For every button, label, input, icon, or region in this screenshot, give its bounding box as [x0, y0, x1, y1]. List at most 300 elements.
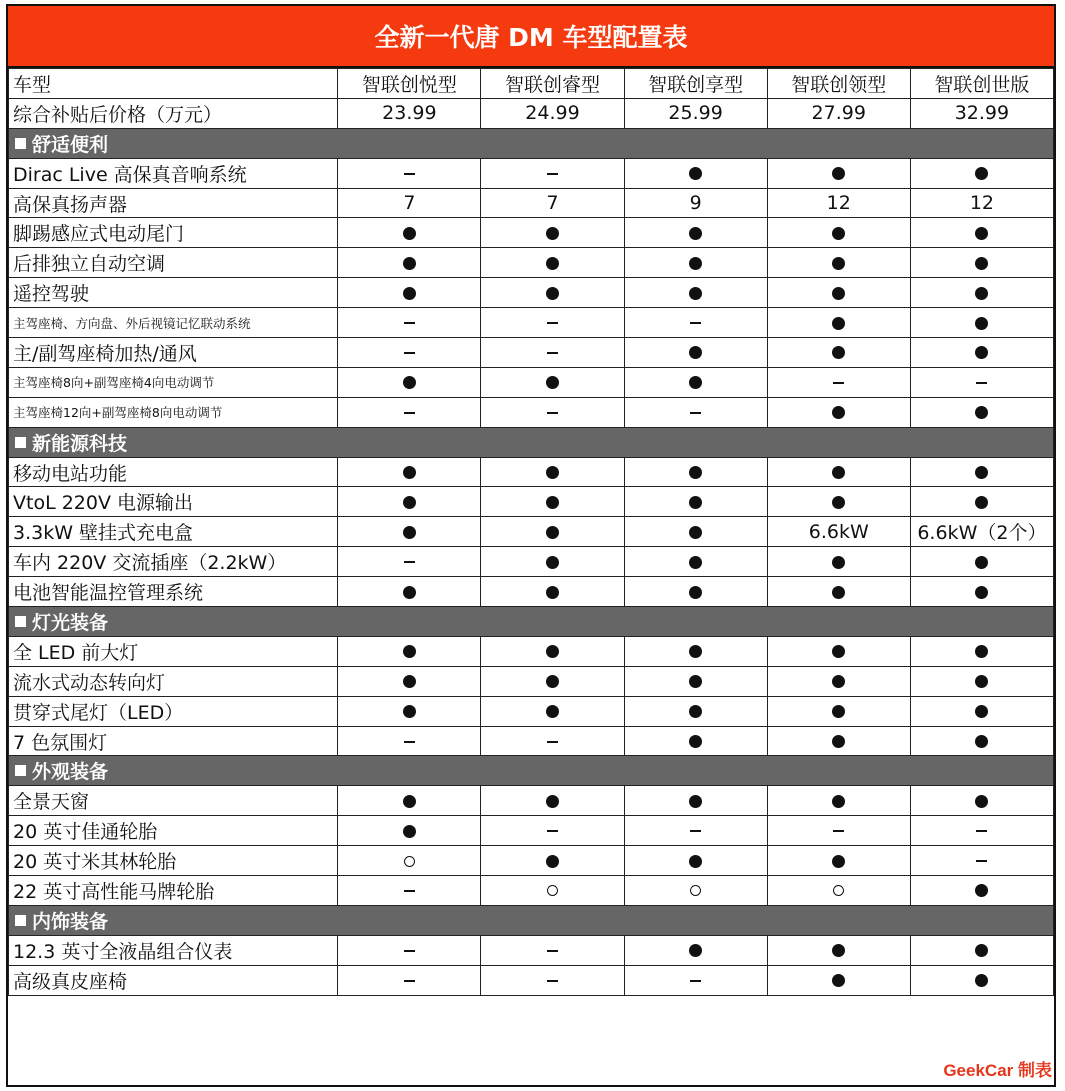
- feature-cell: [767, 726, 910, 756]
- feature-row: [9, 547, 1054, 577]
- feature-cell: [910, 547, 1053, 577]
- section-header: [9, 607, 1054, 637]
- filled-circle-icon: [832, 406, 845, 419]
- dash-icon: [976, 382, 987, 384]
- feature-cell: [481, 577, 624, 607]
- filled-circle-icon: [975, 496, 988, 509]
- filled-circle-icon: [403, 496, 416, 509]
- feature-value: 7: [481, 188, 624, 218]
- section-header-row: [9, 905, 1054, 935]
- feature-cell: [767, 816, 910, 846]
- feature-cell: [767, 876, 910, 906]
- filled-circle-icon: [546, 795, 559, 808]
- credit-text: GeekCar 制表: [943, 1061, 1052, 1080]
- filled-circle-icon: [546, 586, 559, 599]
- square-bullet-icon: [15, 437, 26, 448]
- filled-circle-icon: [403, 287, 416, 300]
- filled-circle-icon: [832, 287, 845, 300]
- feature-label: 高保真扬声器: [9, 188, 338, 218]
- feature-cell: [481, 248, 624, 278]
- feature-row: [9, 577, 1054, 607]
- feature-row: [9, 816, 1054, 846]
- filled-circle-icon: [689, 257, 702, 270]
- feature-label: 主驾座椅8向+副驾座椅4向电动调节: [9, 367, 338, 397]
- filled-circle-icon: [689, 586, 702, 599]
- feature-cell: [481, 846, 624, 876]
- feature-label: 高级真皮座椅: [9, 965, 338, 995]
- filled-circle-icon: [546, 675, 559, 688]
- feature-label: Dirac Live 高保真音响系统: [9, 158, 338, 188]
- feature-cell: [767, 636, 910, 666]
- dash-icon: [404, 561, 415, 563]
- feature-cell: [481, 816, 624, 846]
- feature-cell: [910, 487, 1053, 517]
- feature-cell: [481, 367, 624, 397]
- feature-cell: [910, 248, 1053, 278]
- feature-cell: [910, 816, 1053, 846]
- feature-cell: [481, 935, 624, 965]
- filled-circle-icon: [689, 526, 702, 539]
- price-label: 综合补贴后价格（万元）: [9, 98, 338, 128]
- feature-cell: [910, 636, 1053, 666]
- filled-circle-icon: [975, 466, 988, 479]
- feature-row: [9, 846, 1054, 876]
- filled-circle-icon: [975, 795, 988, 808]
- dash-icon: [404, 352, 415, 354]
- feature-cell: [624, 218, 767, 248]
- filled-circle-icon: [403, 795, 416, 808]
- feature-label: 7 色氛围灯: [9, 726, 338, 756]
- table-title: 全新一代唐 DM 车型配置表: [8, 6, 1054, 68]
- dash-icon: [547, 980, 558, 982]
- feature-cell: [910, 666, 1053, 696]
- dash-icon: [547, 322, 558, 324]
- price-value: 32.99: [910, 98, 1053, 128]
- dash-icon: [547, 352, 558, 354]
- feature-cell: [338, 278, 481, 308]
- filled-circle-icon: [689, 735, 702, 748]
- filled-circle-icon: [403, 825, 416, 838]
- header-cell-model: 智联创睿型: [481, 69, 624, 99]
- dash-icon: [833, 830, 844, 832]
- feature-cell: [624, 517, 767, 547]
- dash-icon: [547, 412, 558, 414]
- feature-cell: [910, 726, 1053, 756]
- filled-circle-icon: [546, 257, 559, 270]
- filled-circle-icon: [832, 586, 845, 599]
- feature-cell: [481, 158, 624, 188]
- feature-cell: [338, 965, 481, 995]
- filled-circle-icon: [546, 466, 559, 479]
- feature-cell: [767, 457, 910, 487]
- feature-cell: [910, 786, 1053, 816]
- filled-circle-icon: [832, 735, 845, 748]
- feature-cell: [624, 846, 767, 876]
- feature-row: [9, 158, 1054, 188]
- filled-circle-icon: [975, 257, 988, 270]
- filled-circle-icon: [403, 227, 416, 240]
- header-cell-model: 智联创享型: [624, 69, 767, 99]
- filled-circle-icon: [689, 167, 702, 180]
- filled-circle-icon: [832, 795, 845, 808]
- feature-cell: [624, 876, 767, 906]
- filled-circle-icon: [832, 346, 845, 359]
- feature-cell: [338, 696, 481, 726]
- feature-label: 3.3kW 壁挂式充电盒: [9, 517, 338, 547]
- feature-cell: [481, 487, 624, 517]
- feature-cell: [624, 338, 767, 368]
- section-title: 内饰装备: [32, 910, 109, 933]
- filled-circle-icon: [975, 556, 988, 569]
- section-header: [9, 905, 1054, 935]
- filled-circle-icon: [689, 855, 702, 868]
- filled-circle-icon: [546, 556, 559, 569]
- feature-cell: [624, 308, 767, 338]
- dash-icon: [404, 173, 415, 175]
- feature-cell: [767, 367, 910, 397]
- feature-label: 全 LED 前大灯: [9, 636, 338, 666]
- dash-icon: [404, 741, 415, 743]
- feature-cell: [481, 666, 624, 696]
- feature-label: 20 英寸米其林轮胎: [9, 846, 338, 876]
- feature-cell: [481, 308, 624, 338]
- filled-circle-icon: [975, 735, 988, 748]
- filled-circle-icon: [975, 645, 988, 658]
- feature-cell: [767, 308, 910, 338]
- feature-cell: [481, 726, 624, 756]
- section-header-row: [9, 756, 1054, 786]
- feature-cell: [767, 935, 910, 965]
- feature-cell: [910, 876, 1053, 906]
- feature-cell: [910, 397, 1053, 427]
- filled-circle-icon: [689, 944, 702, 957]
- feature-cell: [624, 248, 767, 278]
- feature-row: [9, 965, 1054, 995]
- filled-circle-icon: [546, 496, 559, 509]
- filled-circle-icon: [546, 227, 559, 240]
- feature-cell: [767, 547, 910, 577]
- feature-cell: [767, 397, 910, 427]
- feature-cell: [767, 248, 910, 278]
- feature-cell: [624, 666, 767, 696]
- feature-row: [9, 786, 1054, 816]
- feature-cell: [338, 547, 481, 577]
- feature-value: 7: [338, 188, 481, 218]
- filled-circle-icon: [689, 795, 702, 808]
- square-bullet-icon: [15, 138, 26, 149]
- feature-cell: [624, 278, 767, 308]
- feature-cell: [624, 636, 767, 666]
- filled-circle-icon: [975, 406, 988, 419]
- feature-row: [9, 876, 1054, 906]
- feature-row: [9, 636, 1054, 666]
- feature-cell: [481, 218, 624, 248]
- square-bullet-icon: [15, 915, 26, 926]
- feature-cell: [338, 636, 481, 666]
- filled-circle-icon: [975, 705, 988, 718]
- dash-icon: [547, 950, 558, 952]
- filled-circle-icon: [832, 466, 845, 479]
- feature-cell: [481, 517, 624, 547]
- feature-cell: [338, 726, 481, 756]
- feature-cell: [338, 158, 481, 188]
- feature-cell: [481, 397, 624, 427]
- filled-circle-icon: [546, 287, 559, 300]
- filled-circle-icon: [403, 466, 416, 479]
- feature-cell: [338, 487, 481, 517]
- feature-label: 后排独立自动空调: [9, 248, 338, 278]
- feature-cell: [624, 965, 767, 995]
- filled-circle-icon: [832, 556, 845, 569]
- filled-circle-icon: [689, 645, 702, 658]
- section-title: 灯光装备: [32, 611, 109, 634]
- feature-cell: [481, 696, 624, 726]
- feature-cell: [338, 816, 481, 846]
- section-header: [9, 756, 1054, 786]
- feature-cell: [624, 457, 767, 487]
- feature-cell: [338, 338, 481, 368]
- feature-row: [9, 188, 1054, 218]
- filled-circle-icon: [832, 317, 845, 330]
- feature-value: 12: [767, 188, 910, 218]
- header-cell-label: 车型: [9, 69, 338, 99]
- filled-circle-icon: [975, 944, 988, 957]
- feature-label: 22 英寸高性能马牌轮胎: [9, 876, 338, 906]
- feature-label: 全景天窗: [9, 786, 338, 816]
- feature-label: 遥控驾驶: [9, 278, 338, 308]
- filled-circle-icon: [975, 287, 988, 300]
- dash-icon: [690, 412, 701, 414]
- section-title: 外观装备: [32, 761, 109, 784]
- dash-icon: [976, 860, 987, 862]
- config-table: [8, 68, 1054, 996]
- filled-circle-icon: [689, 705, 702, 718]
- feature-cell: [338, 457, 481, 487]
- feature-cell: [624, 367, 767, 397]
- feature-label: 电池智能温控管理系统: [9, 577, 338, 607]
- feature-row: [9, 726, 1054, 756]
- dash-icon: [404, 950, 415, 952]
- section-title: 新能源科技: [32, 432, 128, 455]
- dash-icon: [404, 890, 415, 892]
- filled-circle-icon: [403, 376, 416, 389]
- feature-row: [9, 487, 1054, 517]
- feature-row: [9, 696, 1054, 726]
- config-table-body: [9, 69, 1054, 996]
- feature-label: 车内 220V 交流插座（2.2kW）: [9, 547, 338, 577]
- feature-label: 20 英寸佳通轮胎: [9, 816, 338, 846]
- header-cell-model: 智联创悦型: [338, 69, 481, 99]
- feature-cell: [624, 786, 767, 816]
- feature-row: [9, 278, 1054, 308]
- section-title: 舒适便利: [32, 133, 109, 156]
- feature-row: [9, 308, 1054, 338]
- feature-row: [9, 666, 1054, 696]
- feature-cell: [767, 666, 910, 696]
- feature-row: [9, 218, 1054, 248]
- feature-cell: [481, 338, 624, 368]
- feature-cell: [767, 338, 910, 368]
- filled-circle-icon: [689, 556, 702, 569]
- dash-icon: [690, 980, 701, 982]
- price-value: 23.99: [338, 98, 481, 128]
- feature-cell: [338, 577, 481, 607]
- price-row: [9, 98, 1054, 128]
- filled-circle-icon: [832, 227, 845, 240]
- feature-cell: [481, 636, 624, 666]
- feature-row: [9, 935, 1054, 965]
- dash-icon: [690, 830, 701, 832]
- filled-circle-icon: [832, 705, 845, 718]
- feature-cell: [624, 696, 767, 726]
- feature-cell: [624, 577, 767, 607]
- square-bullet-icon: [15, 765, 26, 776]
- feature-label: 贯穿式尾灯（LED）: [9, 696, 338, 726]
- feature-cell: [910, 218, 1053, 248]
- feature-cell: [481, 965, 624, 995]
- filled-circle-icon: [403, 705, 416, 718]
- feature-cell: [624, 397, 767, 427]
- feature-value: 12: [910, 188, 1053, 218]
- feature-row: [9, 367, 1054, 397]
- price-value: 27.99: [767, 98, 910, 128]
- feature-cell: [338, 367, 481, 397]
- section-header-row: [9, 607, 1054, 637]
- dash-icon: [547, 173, 558, 175]
- hollow-circle-icon: [547, 885, 558, 896]
- feature-label: 主驾座椅、方向盘、外后视镜记忆联动系统: [9, 308, 338, 338]
- feature-value: 6.6kW: [767, 517, 910, 547]
- feature-label: VtoL 220V 电源输出: [9, 487, 338, 517]
- feature-cell: [338, 517, 481, 547]
- feature-cell: [910, 577, 1053, 607]
- feature-cell: [910, 965, 1053, 995]
- filled-circle-icon: [832, 496, 845, 509]
- filled-circle-icon: [832, 855, 845, 868]
- feature-cell: [624, 726, 767, 756]
- feature-cell: [910, 846, 1053, 876]
- hollow-circle-icon: [404, 856, 415, 867]
- feature-row: [9, 457, 1054, 487]
- header-row: [9, 69, 1054, 99]
- filled-circle-icon: [975, 884, 988, 897]
- feature-cell: [624, 487, 767, 517]
- price-value: 24.99: [481, 98, 624, 128]
- feature-cell: [338, 308, 481, 338]
- feature-cell: [767, 846, 910, 876]
- feature-cell: [338, 846, 481, 876]
- feature-cell: [481, 278, 624, 308]
- feature-cell: [481, 786, 624, 816]
- feature-cell: [338, 935, 481, 965]
- feature-row: [9, 397, 1054, 427]
- dash-icon: [690, 322, 701, 324]
- feature-cell: [338, 248, 481, 278]
- feature-cell: [767, 158, 910, 188]
- feature-cell: [338, 666, 481, 696]
- feature-cell: [767, 696, 910, 726]
- feature-cell: [624, 547, 767, 577]
- dash-icon: [976, 830, 987, 832]
- filled-circle-icon: [832, 167, 845, 180]
- feature-cell: [767, 577, 910, 607]
- feature-label: 流水式动态转向灯: [9, 666, 338, 696]
- feature-value: 9: [624, 188, 767, 218]
- filled-circle-icon: [975, 346, 988, 359]
- feature-cell: [767, 965, 910, 995]
- feature-label: 主驾座椅12向+副驾座椅8向电动调节: [9, 397, 338, 427]
- config-table-frame: [6, 4, 1056, 1087]
- feature-cell: [624, 935, 767, 965]
- filled-circle-icon: [403, 257, 416, 270]
- feature-cell: [481, 876, 624, 906]
- filled-circle-icon: [975, 675, 988, 688]
- filled-circle-icon: [975, 974, 988, 987]
- header-cell-model: 智联创世版: [910, 69, 1053, 99]
- feature-label: 主/副驾座椅加热/通风: [9, 338, 338, 368]
- feature-cell: [910, 338, 1053, 368]
- square-bullet-icon: [15, 616, 26, 627]
- dash-icon: [833, 382, 844, 384]
- header-cell-model: 智联创领型: [767, 69, 910, 99]
- feature-cell: [910, 935, 1053, 965]
- section-header-row: [9, 427, 1054, 457]
- feature-cell: [338, 218, 481, 248]
- filled-circle-icon: [403, 526, 416, 539]
- filled-circle-icon: [546, 645, 559, 658]
- filled-circle-icon: [975, 167, 988, 180]
- feature-cell: [910, 308, 1053, 338]
- dash-icon: [547, 741, 558, 743]
- feature-cell: [910, 367, 1053, 397]
- filled-circle-icon: [546, 705, 559, 718]
- filled-circle-icon: [689, 346, 702, 359]
- feature-row: [9, 517, 1054, 547]
- feature-cell: [910, 158, 1053, 188]
- filled-circle-icon: [689, 496, 702, 509]
- feature-label: 脚踢感应式电动尾门: [9, 218, 338, 248]
- feature-cell: [624, 816, 767, 846]
- filled-circle-icon: [832, 675, 845, 688]
- hollow-circle-icon: [690, 885, 701, 896]
- feature-row: [9, 338, 1054, 368]
- feature-cell: [481, 457, 624, 487]
- filled-circle-icon: [975, 227, 988, 240]
- feature-label: 移动电站功能: [9, 457, 338, 487]
- feature-value: 6.6kW（2个）: [910, 517, 1053, 547]
- filled-circle-icon: [403, 675, 416, 688]
- filled-circle-icon: [832, 974, 845, 987]
- feature-cell: [910, 278, 1053, 308]
- feature-cell: [338, 786, 481, 816]
- feature-cell: [338, 876, 481, 906]
- filled-circle-icon: [689, 227, 702, 240]
- filled-circle-icon: [975, 317, 988, 330]
- feature-cell: [910, 457, 1053, 487]
- section-header: [9, 427, 1054, 457]
- filled-circle-icon: [832, 944, 845, 957]
- hollow-circle-icon: [833, 885, 844, 896]
- filled-circle-icon: [689, 466, 702, 479]
- dash-icon: [404, 412, 415, 414]
- filled-circle-icon: [689, 376, 702, 389]
- feature-cell: [767, 786, 910, 816]
- price-value: 25.99: [624, 98, 767, 128]
- feature-cell: [338, 397, 481, 427]
- feature-cell: [767, 487, 910, 517]
- filled-circle-icon: [832, 257, 845, 270]
- filled-circle-icon: [689, 675, 702, 688]
